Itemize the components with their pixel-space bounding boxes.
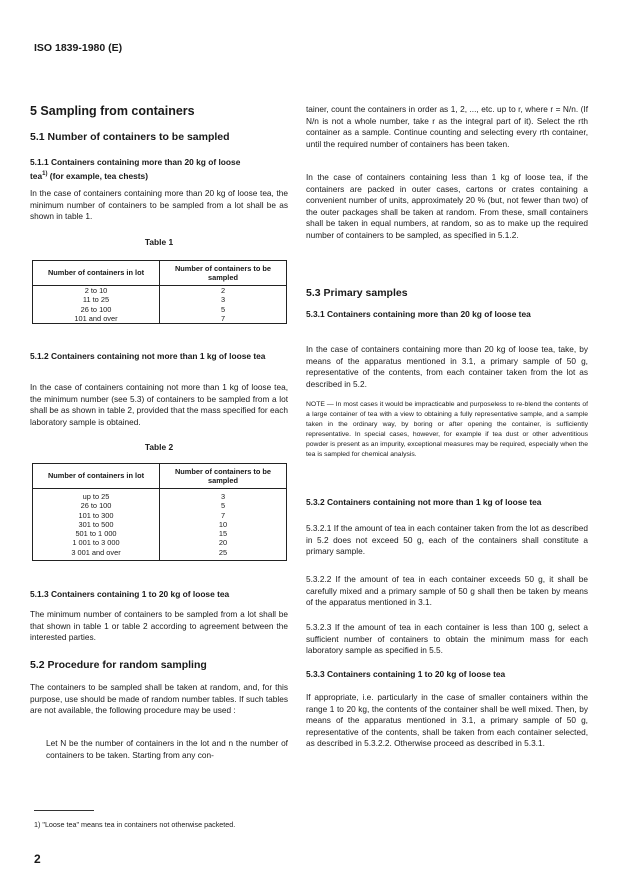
table-row: 3 001 and over 25 [33,548,287,561]
note: NOTE — In most cases it would be impracticable and purposeless to re-blend the contents of a large container of tea with a view to obtaining a fully representative sample, and a sample taken in the ordinary way, by boring or after opening the container, is sufficiently representative. In special cases, however, for example if tea dust or other adventitious powder is present as an impurity, exceptional measures may be required, especially when the tea is sampled for chemical analysis. [306,401,588,458]
section-5-3-2-title: 5.3.2 Containers containing not more than 1 kg of loose tea [306,497,542,507]
table-row: 501 to 1 000 15 [33,529,287,538]
section-5-1-2-text: In the case of containers containing not more than 1 kg of loose tea, the minimum number (see 5.3) of containers to be sampled from a lot shall be as shown in table 2, provided that the mass specified for each laboratory sample is obtained. [30,382,288,427]
table-row: 1 001 to 3 000 20 [33,538,287,547]
page-number: 2 [34,852,41,866]
section-5-1-3-text: The minimum number of containers to be sampled from a lot shall be that shown in table 1 or table 2 according to agreement between the interested parties. [30,609,288,643]
table-row: 26 to 100 5 [33,501,287,510]
table-2 [32,463,287,561]
table-row: 101 and over 7 [33,314,287,324]
table-row: 26 to 100 5 [33,305,287,314]
table-2-caption: Table 2 [144,442,174,452]
section-5-title: 5 Sampling from containers [30,104,195,118]
document-header: ISO 1839-1980 (E) [34,42,123,54]
section-5-1-3-title: 5.1.3 Containers containing 1 to 20 kg of loose tea [30,589,230,599]
table-row: 11 to 25 3 [33,295,287,304]
section-5-2-title: 5.2 Procedure for random sampling [30,659,207,671]
section-5-2-small-containers: In the case of containers containing less than 1 kg of loose tea, if the containers are packed in outer cases, cartons or crates containing a convenient number of units, approximately 20 % (but, not fewer than two) of the outer packages shall be taken at random. From these, small containers shall be taken in equal numbers, at random, so as to make up the required number of containers to be sampled, as specified in 5.1.2. [306,172,588,240]
table-1-header-sampled: Number of containers to be sampled [160,261,287,286]
section-5-3-3-title: 5.3.3 Containers containing 1 to 20 kg of loose tea [306,669,506,679]
footnote: 1) "Loose tea" means tea in containers not otherwise packeted. [34,820,236,829]
section-5-2-continued: tainer, count the containers in order as 1, 2, ..., etc. up to r, where r = N/n. (If N/n is not a whole number, take r as the integral part of it). Select the rth container as a sample. Continue counting and selecting every rth container, until the required number of containers has been taken. [306,104,588,149]
table-2-header-lot: Number of containers in lot [33,464,160,489]
table-row: 2 to 10 2 [33,286,287,296]
table-2-header-sampled: Number of containers to be sampled [160,464,287,489]
section-5-3-2-1-text: 5.3.2.1 If the amount of tea in each container taken from the lot as described in 5.2 does not exceed 50 g, each of the containers shall constitute a primary sample. [306,523,588,557]
section-5-3-1-text: In the case of containers containing more than 20 kg of loose tea, take, by means of the apparatus mentioned in 3.1, a primary sample of 50 g, representative of the contents, from each container taken from the lot as described in 5.2. [306,344,588,389]
section-5-1-1-title: 5.1.1 Containers containing more than 20 kg of loose tea$^{1)}$ (for example, tea chests) [30,157,241,181]
table-1-caption: Table 1 [144,237,174,247]
table-row: up to 25 3 [33,489,287,502]
section-5-1-1-text: In the case of containers containing more than 20 kg of loose tea, the minimum number of containers to be sampled from a lot shall be as shown in table 1. [30,188,288,222]
section-5-1-title: 5.1 Number of containers to be sampled [30,131,230,143]
footnote-rule [34,810,94,811]
section-5-3-3-text: If appropriate, i.e. particularly in the case of smaller containers within the range 1 to 20 kg, the contents of the container shall be well mixed. Then, by means of the apparatus mentioned in 3.1, a primary sample of 50 g, representative of the contents, shall be taken from each container selected, as described in 5.3.2.2. Otherwise proceed as described in 5.3.1. [306,692,588,749]
table-1 [32,260,287,324]
section-5-3-2-2-text: 5.3.2.2 If the amount of tea in each container exceeds 50 g, it shall be carefully mixed and a primary sample of 50 g shall then be taken by means of the apparatus mentioned in 3.1. [306,574,588,608]
table-1-header-lot: Number of containers in lot [33,261,160,286]
table-row: 101 to 300 7 [33,511,287,520]
section-5-2-text: The containers to be sampled shall be taken at random, and, for this purpose, use should be made of random number tables. If such tables are not available, the following procedure may be used : [30,682,288,716]
section-5-2-text-2: Let N be the number of containers in the lot and n the number of containers to be taken. Starting from any con- [46,738,288,760]
table-row: 301 to 500 10 [33,520,287,529]
section-5-3-1-title: 5.3.1 Containers containing more than 20 kg of loose tea [306,309,531,319]
section-5-3-2-3-text: 5.3.2.3 If the amount of tea in each container is less than 100 g, select a sufficient number of containers to obtain the minimum mass for each laboratory sample as specified in 5.5. [306,622,588,656]
section-5-1-2-title: 5.1.2 Containers containing not more than 1 kg of loose tea [30,351,266,361]
section-5-3-title: 5.3 Primary samples [306,287,408,299]
